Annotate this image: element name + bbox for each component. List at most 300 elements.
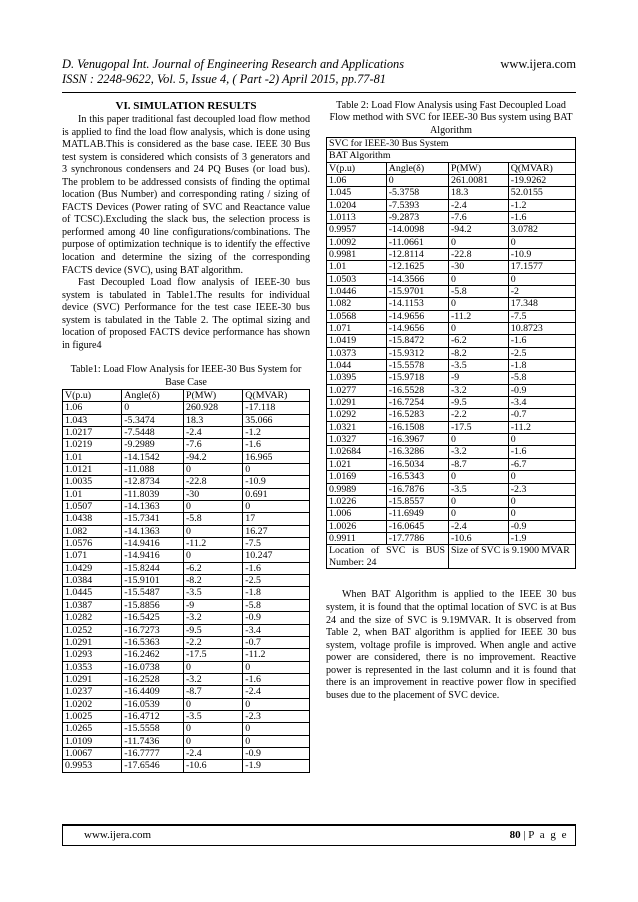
- table-cell: 1.01: [63, 451, 122, 463]
- table-header-cell: V(p.u): [63, 389, 122, 401]
- table-cell: -16.0539: [122, 698, 184, 710]
- table-cell: -16.5528: [386, 384, 448, 396]
- table-cell: -19.9262: [508, 174, 575, 186]
- table-cell: -8.2: [184, 575, 243, 587]
- table-cell: -10.6: [184, 760, 243, 772]
- table-cell: 1.06: [327, 174, 387, 186]
- table2: [326, 137, 576, 570]
- table-row: [63, 661, 310, 673]
- table-cell: -0.9: [243, 747, 310, 759]
- table-cell: -5.8: [449, 286, 509, 298]
- table-cell: 0: [449, 273, 509, 285]
- table-row: [63, 599, 310, 611]
- table-cell: 1.082: [63, 525, 122, 537]
- table-cell: 1.0067: [63, 747, 122, 759]
- table-cell: -1.6: [243, 673, 310, 685]
- table-cell: 1.0321: [327, 421, 387, 433]
- table-cell: 0: [386, 174, 448, 186]
- table-cell: -2.4: [184, 427, 243, 439]
- table-cell: -2.4: [449, 520, 509, 532]
- table-cell: -11.2: [449, 310, 509, 322]
- table-row: [63, 538, 310, 550]
- table-cell: -3.2: [449, 384, 509, 396]
- table-cell: -14.1542: [122, 451, 184, 463]
- table-cell: -15.7341: [122, 513, 184, 525]
- table-header-cell: Angle(δ): [122, 389, 184, 401]
- table-cell: -3.5: [184, 710, 243, 722]
- table-cell: 1.006: [327, 508, 387, 520]
- table-row: [63, 612, 310, 624]
- table-cell: -9: [449, 372, 509, 384]
- table-cell: 35.066: [243, 414, 310, 426]
- table-cell: 1.0507: [63, 501, 122, 513]
- table-cell: 0: [243, 501, 310, 513]
- table-row: [327, 471, 576, 483]
- table-cell: 17: [243, 513, 310, 525]
- table-cell: -1.6: [508, 446, 575, 458]
- table-cell: 1.0109: [63, 735, 122, 747]
- table-cell: -16.7777: [122, 747, 184, 759]
- table-cell: -5.3474: [122, 414, 184, 426]
- table-row: [63, 735, 310, 747]
- table-cell: -5.8: [184, 513, 243, 525]
- table-row: [63, 488, 310, 500]
- table-cell: 1.0092: [327, 236, 387, 248]
- table-cell: -11.088: [122, 464, 184, 476]
- table-cell: 0: [184, 723, 243, 735]
- table-row: [327, 446, 576, 458]
- table-cell: -12.1625: [386, 261, 448, 273]
- table-header-cell: Angle(δ): [386, 162, 448, 174]
- table-cell: -16.5034: [386, 458, 448, 470]
- table-row: [327, 495, 576, 507]
- table-cell: -14.3566: [386, 273, 448, 285]
- table-row: [63, 698, 310, 710]
- table-cell: -16.3967: [386, 434, 448, 446]
- table-cell: -16.2528: [122, 673, 184, 685]
- table-row: [63, 414, 310, 426]
- table-cell: 0: [449, 323, 509, 335]
- svc-location-cell: Location of SVC is BUS Number: 24: [327, 545, 449, 569]
- table-cell: -2.4: [449, 199, 509, 211]
- table-cell: -16.4409: [122, 686, 184, 698]
- table-cell: -16.5283: [386, 409, 448, 421]
- table-cell: 1.0237: [63, 686, 122, 698]
- paragraph-tables: Fast Decoupled Load flow analysis of IEEE-30 bus system is tabulated in Table1.The results for individual device (SVC) Performance for the test case IEEE-30 bus system is tabulated in the Table 2. The optimal sizing and location of proposed FACTS device performance has shown in figure4: [62, 277, 310, 351]
- table-header-cell: V(p.u): [327, 162, 387, 174]
- table-row: [327, 323, 576, 335]
- page-label: P a g e: [528, 829, 568, 841]
- table2-caption: Table 2: Load Flow Analysis using Fast Decoupled Load Flow method with SVC for IEEE-30 Bus system using BAT Algorithm: [329, 100, 573, 136]
- table-row: [63, 451, 310, 463]
- table2-system-label: SVC for IEEE-30 Bus System: [327, 137, 576, 149]
- table-cell: 1.0446: [327, 286, 387, 298]
- table-cell: 18.3: [184, 414, 243, 426]
- table-row: [63, 525, 310, 537]
- table-row: [63, 673, 310, 685]
- table-cell: -30: [184, 488, 243, 500]
- table-cell: -17.6546: [122, 760, 184, 772]
- table-cell: 0: [449, 471, 509, 483]
- table-cell: 1.0395: [327, 372, 387, 384]
- table-cell: 10.247: [243, 550, 310, 562]
- table-cell: -3.2: [449, 446, 509, 458]
- table-cell: 1.0252: [63, 624, 122, 636]
- table-cell: -12.8114: [386, 248, 448, 260]
- table-row: [327, 187, 576, 199]
- table-cell: 0: [449, 236, 509, 248]
- table1-caption: Table1: Load Flow Analysis for IEEE-30 Bus System for Base Case: [70, 364, 302, 388]
- table-cell: -0.9: [508, 384, 575, 396]
- table-cell: 1.01: [327, 261, 387, 273]
- table-row: [63, 723, 310, 735]
- table-cell: -15.8244: [122, 562, 184, 574]
- table-cell: 1.071: [63, 550, 122, 562]
- table-cell: -2.5: [243, 575, 310, 587]
- table-cell: -14.9656: [386, 310, 448, 322]
- table-cell: -22.8: [184, 476, 243, 488]
- table-cell: -1.6: [508, 335, 575, 347]
- table-cell: 1.0121: [63, 464, 122, 476]
- section-title: VI. SIMULATION RESULTS: [115, 100, 257, 112]
- table-cell: 0: [184, 525, 243, 537]
- left-column: [62, 100, 310, 773]
- table-cell: -16.4712: [122, 710, 184, 722]
- table-row: [327, 347, 576, 359]
- table-cell: 1.021: [327, 458, 387, 470]
- table-cell: -16.7273: [122, 624, 184, 636]
- table-cell: 1.044: [327, 360, 387, 372]
- table-row: [327, 236, 576, 248]
- table-cell: 1.071: [327, 323, 387, 335]
- table-cell: -0.9: [508, 520, 575, 532]
- table-cell: -0.7: [243, 636, 310, 648]
- header-divider: [62, 92, 576, 93]
- table-cell: 0.9953: [63, 760, 122, 772]
- journal-citation: D. Venugopal Int. Journal of Engineering Research and Applications: [62, 57, 405, 71]
- table-cell: 18.3: [449, 187, 509, 199]
- table-row: [327, 224, 576, 236]
- table-cell: 1.0291: [63, 636, 122, 648]
- table-cell: 0: [184, 550, 243, 562]
- table-cell: -2.2: [449, 409, 509, 421]
- table-cell: 1.01: [63, 488, 122, 500]
- table-cell: 0: [184, 464, 243, 476]
- table-row: [63, 575, 310, 587]
- table-row: [327, 261, 576, 273]
- table-cell: -5.3758: [386, 187, 448, 199]
- table1: [62, 389, 310, 773]
- table-cell: 1.0445: [63, 587, 122, 599]
- table-cell: 0: [449, 434, 509, 446]
- table-cell: -7.5: [243, 538, 310, 550]
- table-cell: 0: [184, 735, 243, 747]
- table-cell: 1.0292: [327, 409, 387, 421]
- table-row: [63, 464, 310, 476]
- table-cell: -14.1153: [386, 298, 448, 310]
- table-cell: 1.06: [63, 402, 122, 414]
- journal-header: [62, 57, 404, 87]
- table-cell: -1.2: [508, 199, 575, 211]
- table-row: [327, 532, 576, 544]
- table-row: [63, 562, 310, 574]
- table-cell: -15.9312: [386, 347, 448, 359]
- table-cell: 0.9911: [327, 532, 387, 544]
- table-cell: -15.9701: [386, 286, 448, 298]
- table-cell: -14.1363: [122, 501, 184, 513]
- table-cell: 0: [243, 464, 310, 476]
- table-cell: 1.0204: [327, 199, 387, 211]
- table-cell: -16.1508: [386, 421, 448, 433]
- table-row: [63, 624, 310, 636]
- table-cell: -3.5: [449, 483, 509, 495]
- table-cell: -0.9: [243, 612, 310, 624]
- table-cell: -16.7254: [386, 397, 448, 409]
- table-cell: 0: [508, 495, 575, 507]
- table-cell: 1.0026: [327, 520, 387, 532]
- table-cell: 1.0419: [327, 335, 387, 347]
- table-cell: -0.7: [508, 409, 575, 421]
- table-cell: -3.2: [184, 612, 243, 624]
- table-cell: -11.0661: [386, 236, 448, 248]
- table-cell: 0: [508, 434, 575, 446]
- journal-website[interactable]: www.ijera.com: [500, 57, 576, 71]
- table-cell: -1.6: [243, 439, 310, 451]
- table-cell: 1.0438: [63, 513, 122, 525]
- table-row: [63, 501, 310, 513]
- table-cell: -16.0738: [122, 661, 184, 673]
- table-cell: 0: [184, 661, 243, 673]
- table-cell: 52.0155: [508, 187, 575, 199]
- table-row: [63, 550, 310, 562]
- table-cell: -7.5448: [122, 427, 184, 439]
- table-row: [63, 587, 310, 599]
- table-cell: 0: [243, 735, 310, 747]
- table-cell: -16.3286: [386, 446, 448, 458]
- table-cell: -17.118: [243, 402, 310, 414]
- table-cell: 1.0429: [63, 562, 122, 574]
- table-cell: -3.5: [184, 587, 243, 599]
- table-cell: -3.4: [243, 624, 310, 636]
- table-cell: -14.1363: [122, 525, 184, 537]
- table-cell: 1.0387: [63, 599, 122, 611]
- table-cell: -10.9: [508, 248, 575, 260]
- table-cell: -12.8734: [122, 476, 184, 488]
- table-cell: -2.2: [184, 636, 243, 648]
- table-cell: -16.5363: [122, 636, 184, 648]
- table-row: [327, 372, 576, 384]
- table-cell: -3.4: [508, 397, 575, 409]
- table-row: [327, 248, 576, 260]
- table-cell: -6.2: [449, 335, 509, 347]
- table-cell: -11.2: [508, 421, 575, 433]
- table-cell: -94.2: [449, 224, 509, 236]
- table-cell: 1.0353: [63, 661, 122, 673]
- table-cell: -22.8: [449, 248, 509, 260]
- table-cell: -10.9: [243, 476, 310, 488]
- table-cell: -1.8: [243, 587, 310, 599]
- table-row: [63, 476, 310, 488]
- table-cell: -11.7436: [122, 735, 184, 747]
- table-cell: 0: [508, 508, 575, 520]
- paragraph-conclusion: When BAT Algorithm is applied to the IEEE 30 bus system, it is found that the optimal location of SVC is at Bus 24 and the size of SVC is 9.19MVAR. It is observed from Table 2, when BAT algorithm is applied for IEEE 30 bus system, voltage profile is improved. When angle and active power are considered, there is no improvement. Reactive power is represented in the last column and it is found that there is an improvement in reactive power flow in specified buses due to the placement of SVC device.: [326, 589, 576, 701]
- table-cell: 17.1577: [508, 261, 575, 273]
- table-cell: 17.348: [508, 298, 575, 310]
- table-cell: 0: [184, 698, 243, 710]
- table-cell: -9.2873: [386, 211, 448, 223]
- table-cell: -8.7: [184, 686, 243, 698]
- table-cell: 1.043: [63, 414, 122, 426]
- table-cell: 1.0169: [327, 471, 387, 483]
- table-cell: -2.4: [184, 747, 243, 759]
- table-cell: -16.5343: [386, 471, 448, 483]
- table-row: [327, 520, 576, 532]
- table-cell: -17.5: [449, 421, 509, 433]
- table-row: [327, 483, 576, 495]
- table-cell: -8.7: [449, 458, 509, 470]
- table-cell: -7.6: [449, 211, 509, 223]
- table-cell: 1.082: [327, 298, 387, 310]
- table-cell: -7.5393: [386, 199, 448, 211]
- table-cell: 0.9981: [327, 248, 387, 260]
- table-cell: 1.0282: [63, 612, 122, 624]
- table-row: [327, 458, 576, 470]
- table-cell: 0: [243, 661, 310, 673]
- table-cell: -17.7786: [386, 532, 448, 544]
- table-cell: 1.0277: [327, 384, 387, 396]
- table-cell: 1.0503: [327, 273, 387, 285]
- table-cell: -15.8557: [386, 495, 448, 507]
- table-cell: 1.0202: [63, 698, 122, 710]
- table-cell: -94.2: [184, 451, 243, 463]
- table-cell: -14.9416: [122, 550, 184, 562]
- table-cell: -16.0645: [386, 520, 448, 532]
- table-cell: 1.0219: [63, 439, 122, 451]
- table-row: [327, 397, 576, 409]
- table-row: [327, 273, 576, 285]
- table-cell: -11.8039: [122, 488, 184, 500]
- table-cell: 10.8723: [508, 323, 575, 335]
- table-cell: -1.2: [243, 427, 310, 439]
- table-cell: 1.0025: [63, 710, 122, 722]
- table-cell: -1.8: [508, 360, 575, 372]
- table-cell: -30: [449, 261, 509, 273]
- table-row: [327, 421, 576, 433]
- table-row: [63, 439, 310, 451]
- table-row: [63, 513, 310, 525]
- table-cell: 0: [508, 471, 575, 483]
- page-number: [510, 829, 568, 842]
- table-cell: -5.8: [243, 599, 310, 611]
- table-cell: -15.5558: [122, 723, 184, 735]
- table-header-cell: Q(MVAR): [243, 389, 310, 401]
- svc-size-cell: Size of SVC is 9.1900 MVAR: [449, 545, 576, 569]
- table2-algorithm-label: BAT Algorithm: [327, 150, 576, 162]
- table-cell: -14.0098: [386, 224, 448, 236]
- table-cell: 1.0293: [63, 649, 122, 661]
- table-cell: 261.0081: [449, 174, 509, 186]
- table-cell: -7.6: [184, 439, 243, 451]
- table-cell: 0.9957: [327, 224, 387, 236]
- table-row: [327, 174, 576, 186]
- table-row: [327, 310, 576, 322]
- table-row: [63, 427, 310, 439]
- table-cell: -10.6: [449, 532, 509, 544]
- table-cell: 1.0217: [63, 427, 122, 439]
- table-row: [63, 402, 310, 414]
- table-cell: 1.0576: [63, 538, 122, 550]
- table-row: [327, 508, 576, 520]
- table-row: [327, 199, 576, 211]
- table-cell: 1.0327: [327, 434, 387, 446]
- table-cell: -9.5: [184, 624, 243, 636]
- table-cell: 1.0373: [327, 347, 387, 359]
- table-cell: 16.27: [243, 525, 310, 537]
- footer-website[interactable]: www.ijera.com: [84, 829, 152, 841]
- page-number-value: 80: [509, 829, 521, 841]
- page-separator: |: [520, 829, 529, 841]
- table-cell: -5.8: [508, 372, 575, 384]
- table-header-row: [63, 389, 310, 401]
- table-cell: -2.3: [243, 710, 310, 722]
- table-cell: 0: [243, 698, 310, 710]
- table-cell: -9: [184, 599, 243, 611]
- table-cell: -7.5: [508, 310, 575, 322]
- table-row: [327, 211, 576, 223]
- table-cell: 1.0568: [327, 310, 387, 322]
- table-cell: -16.7876: [386, 483, 448, 495]
- table-row: [63, 636, 310, 648]
- table-cell: 1.0226: [327, 495, 387, 507]
- paragraph-intro: In this paper traditional fast decoupled load flow method is applied to find the load flow analysis, which is done using MATLAB.This is considered as the base case. IEEE 30 Bus test system is considered which consists of 3 generators and 3 synchronous condensers and 24 PQ Buses (or load bus). The problem to be addressed consists of finding the optimal location (Bus Number) and corresponding rating / sizing of FACTS Devices (Power rating of SVC and Reactance value of TCSC).Excluding the slack bus, the selection process is performed among 40 line configurations/combinations. The purpose of optimization technique is to identify the effective location and determine the sizing of the corresponding FACTS device (SVC), using BAT algorithm.: [62, 114, 310, 276]
- table-cell: 3.0782: [508, 224, 575, 236]
- table-cell: -15.8856: [122, 599, 184, 611]
- table-cell: -3.2: [184, 673, 243, 685]
- table-cell: 0: [508, 273, 575, 285]
- table-cell: 0.9989: [327, 483, 387, 495]
- table-cell: 260.928: [184, 402, 243, 414]
- table-cell: -8.2: [449, 347, 509, 359]
- table-cell: -2.3: [508, 483, 575, 495]
- table-row: [327, 409, 576, 421]
- table-cell: -15.9718: [386, 372, 448, 384]
- table-cell: 0: [508, 236, 575, 248]
- table-cell: -3.5: [449, 360, 509, 372]
- table-cell: 0: [449, 298, 509, 310]
- table-span-row: [327, 150, 576, 162]
- table-row: [327, 434, 576, 446]
- table-cell: -2.4: [243, 686, 310, 698]
- table-cell: 1.0265: [63, 723, 122, 735]
- table-row: [63, 649, 310, 661]
- table-cell: 1.045: [327, 187, 387, 199]
- table-cell: -15.8472: [386, 335, 448, 347]
- table-row: [327, 384, 576, 396]
- table-header-cell: P(MW): [449, 162, 509, 174]
- table-cell: 1.0291: [327, 397, 387, 409]
- table-cell: -9.2989: [122, 439, 184, 451]
- table-cell: 0: [184, 501, 243, 513]
- table-cell: -16.2462: [122, 649, 184, 661]
- table-cell: -16.5425: [122, 612, 184, 624]
- table-cell: -1.9: [508, 532, 575, 544]
- table-cell: -14.9416: [122, 538, 184, 550]
- table-cell: -11.6949: [386, 508, 448, 520]
- table-row: [327, 298, 576, 310]
- table-cell: -1.6: [243, 562, 310, 574]
- table-cell: -15.9101: [122, 575, 184, 587]
- table-span-row: [327, 137, 576, 149]
